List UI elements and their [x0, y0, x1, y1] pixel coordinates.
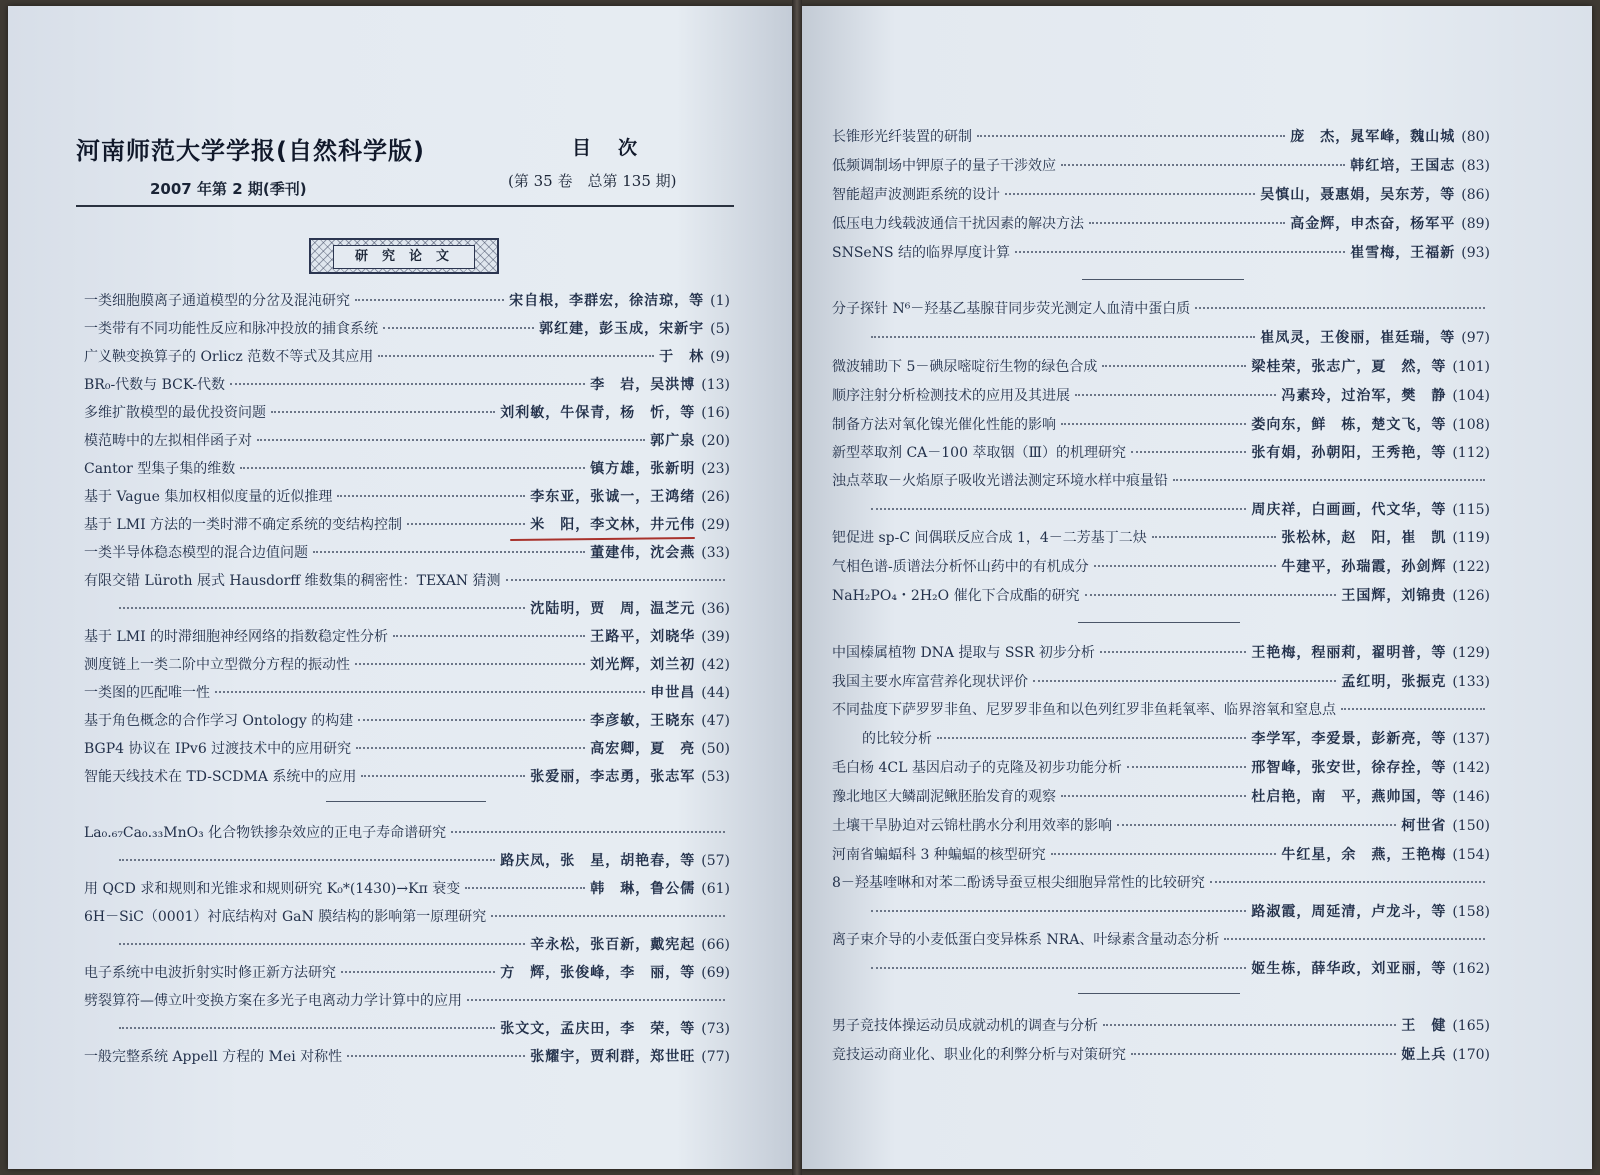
- toc-entry-authors: 王路平，刘晓华: [590, 629, 696, 645]
- dot-leader: [337, 495, 525, 497]
- dot-leader: [1075, 394, 1276, 396]
- toc-entry-title: 土壤干旱胁迫对云锦杜鹃水分利用效率的影响: [832, 818, 1112, 834]
- toc-entry-page: (9): [710, 349, 730, 365]
- toc-entry-title: 河南省蝙蝠科 3 种蝙蝠的核型研究: [832, 847, 1046, 863]
- toc-entry-page: (108): [1452, 417, 1490, 433]
- toc-entry-title: 广义鞅变换算子的 Orlicz 范数不等式及其应用: [84, 349, 374, 365]
- dot-leader: [356, 747, 585, 749]
- toc-entry-authors: 郭红建，彭玉成，宋新宇: [539, 321, 705, 337]
- toc-entry-title: 中国榛属植物 DNA 提取与 SSR 初步分析: [832, 645, 1095, 661]
- toc-entry-title: 一类图的匹配唯一性: [84, 685, 210, 701]
- toc-entry-authors: 娄向东，鲜 栋，楚文飞，等: [1251, 417, 1447, 433]
- toc-entry: [832, 242, 1490, 262]
- dot-leader: [871, 508, 1246, 510]
- toc-entry-page: (57): [701, 853, 730, 869]
- dot-leader: [977, 135, 1285, 137]
- toc-entry-page: (1): [710, 293, 730, 309]
- journal-title: 河南师范大学学报(自然科学版): [76, 137, 425, 165]
- toc-entry-page: (133): [1452, 674, 1490, 690]
- toc-entry: [84, 962, 730, 982]
- toc-entry-page: (115): [1452, 502, 1490, 518]
- toc-entry-title: BR₀-代数与 BCK-代数: [84, 377, 226, 393]
- toc-entry-page: (69): [701, 965, 730, 981]
- dot-leader: [119, 859, 495, 861]
- toc-entry-page: (142): [1452, 760, 1490, 776]
- toc-entry: [84, 542, 730, 562]
- toc-entry-page: (122): [1452, 559, 1490, 575]
- toc-entry-authors: 刘利敏，牛保青，杨 忻，等: [500, 405, 696, 421]
- dot-leader: [378, 355, 654, 357]
- toc-entry-authors: 韩红培，王国志: [1350, 158, 1456, 174]
- toc-entry-authors: 张文文，孟庆田，李 荣，等: [500, 1021, 696, 1037]
- toc-entry-authors: 郭广泉: [650, 433, 696, 449]
- toc-entry-authors: 王艳梅，程丽莉，翟明普，等: [1251, 645, 1447, 661]
- dot-leader: [1210, 881, 1485, 883]
- toc-entry: [84, 626, 730, 646]
- toc-entry-page: (158): [1452, 904, 1490, 920]
- toc-entry-title: 劈裂算符—傅立叶变换方案在多光子电离动力学计算中的应用: [84, 993, 462, 1009]
- toc-entry-authors: 冯素玲，过治军，樊 静: [1281, 388, 1447, 404]
- dot-leader: [355, 663, 585, 665]
- toc-entry: [832, 929, 1490, 949]
- toc-entry-authors: 周庆祥，白画画，代文华，等: [1251, 502, 1447, 518]
- toc-entry: [866, 499, 1490, 519]
- toc-entry-authors: 崔雪梅，王福新: [1350, 245, 1456, 261]
- dot-leader: [1033, 680, 1336, 682]
- toc-entry-page: (23): [701, 461, 730, 477]
- toc-entry: [832, 356, 1490, 376]
- dot-leader: [1005, 193, 1255, 195]
- dot-leader: [467, 999, 725, 1001]
- toc-entry: [832, 671, 1490, 691]
- toc-entry-authors: 邢智峰，张安世，徐存拴，等: [1251, 760, 1447, 776]
- dot-leader: [1103, 1024, 1396, 1026]
- toc-entry-authors: 柯世省: [1401, 818, 1447, 834]
- toc-entry: [84, 654, 730, 674]
- toc-entry-page: (16): [701, 405, 730, 421]
- toc-entry-authors: 李东亚，张诚一，王鸿绪: [530, 489, 696, 505]
- toc-entry: [832, 786, 1490, 806]
- toc-entry-authors: 姬上兵: [1401, 1047, 1447, 1063]
- toc-entry: [114, 934, 730, 954]
- toc-entry-authors: 高宏卿，夏 亮: [590, 741, 696, 757]
- dot-leader: [230, 383, 585, 385]
- dot-leader: [119, 943, 525, 945]
- right-section-divider-2: [1078, 622, 1240, 623]
- toc-entry-title: 长锥形光纤装置的研制: [832, 129, 972, 145]
- dot-leader: [347, 1055, 525, 1057]
- toc-entry-title: 模范畴中的左拟相伴函子对: [84, 433, 252, 449]
- dot-leader: [358, 719, 585, 721]
- toc-entry-page: (83): [1461, 158, 1490, 174]
- toc-entry-page: (137): [1452, 731, 1490, 747]
- toc-entry-title: 气相色谱-质谱法分析怀山药中的有机成分: [832, 559, 1089, 575]
- toc-entry: [84, 1046, 730, 1066]
- book-gutter: [792, 0, 802, 1175]
- dot-leader: [1100, 651, 1246, 653]
- toc-entry: [832, 585, 1490, 605]
- toc-entry-page: (77): [701, 1049, 730, 1065]
- issue-line: 2007 年第 2 期(季刊): [150, 180, 307, 198]
- toc-entry-authors: 吴慎山，聂惠娟，吴东芳，等: [1260, 187, 1456, 203]
- dot-leader: [407, 523, 525, 525]
- dot-leader: [1061, 795, 1246, 797]
- header-rule: [76, 205, 734, 207]
- toc-entry-title: Cantor 型集子集的维数: [84, 461, 236, 477]
- toc-entry-title: 一类细胞膜离子通道模型的分岔及混沌研究: [84, 293, 350, 309]
- dot-leader: [1131, 451, 1246, 453]
- toc-entry: [114, 1018, 730, 1038]
- toc-entry-page: (33): [701, 545, 730, 561]
- dot-leader: [1173, 479, 1485, 481]
- toc-entry-title: 测度链上一类二阶中立型微分方程的振动性: [84, 657, 350, 673]
- toc-entry-authors: 董建伟，沈会燕: [590, 545, 696, 561]
- toc-entry: [832, 126, 1490, 146]
- toc-entry: [84, 458, 730, 478]
- toc-entry-page: (104): [1452, 388, 1490, 404]
- toc-entry: [84, 570, 730, 590]
- toc-entry: [832, 844, 1490, 864]
- volume-line: (第 35 卷 总第 135 期): [508, 172, 677, 190]
- toc-entry-authors: 姬生栋，薛华政，刘亚丽，等: [1251, 961, 1447, 977]
- section-banner-label: 研究论文: [333, 245, 475, 269]
- toc-entry-page: (119): [1452, 530, 1490, 546]
- toc-entry: [832, 1015, 1490, 1035]
- toc-entry-authors: 于 林: [659, 349, 705, 365]
- toc-entry-page: (50): [701, 741, 730, 757]
- toc-entry-authors: 米 阳，李文林，井元伟: [530, 517, 696, 533]
- toc-entry: [832, 213, 1490, 233]
- toc-entry-page: (53): [701, 769, 730, 785]
- toc-entry-title: 毛白杨 4CL 基因启动子的克隆及初步功能分析: [832, 760, 1122, 776]
- dot-leader: [1061, 423, 1246, 425]
- dot-leader: [465, 887, 585, 889]
- toc-entry-title: 不同盐度下萨罗罗非鱼、尼罗罗非鱼和以色列红罗非鱼耗氧率、临界溶氧和窒息点: [832, 702, 1336, 718]
- toc-entry-page: (165): [1452, 1018, 1490, 1034]
- dot-leader: [871, 967, 1246, 969]
- dot-leader: [1195, 307, 1485, 309]
- toc-entry: [84, 682, 730, 702]
- toc-entry-authors: 张耀宇，贾利群，郑世旺: [530, 1049, 696, 1065]
- toc-entry-authors: 李学军，李爱景，彭新亮，等: [1251, 731, 1447, 747]
- dot-leader: [240, 467, 585, 469]
- dot-leader: [313, 551, 585, 553]
- dot-leader: [383, 327, 534, 329]
- toc-entry-title: BGP4 协议在 IPv6 过渡技术中的应用研究: [84, 741, 352, 757]
- toc-entry: [866, 958, 1490, 978]
- right-section-divider-1: [1082, 279, 1244, 280]
- toc-entry-authors: 王 健: [1401, 1018, 1447, 1034]
- toc-entry-page: (129): [1452, 645, 1490, 661]
- dot-leader: [341, 971, 495, 973]
- toc-entry-page: (97): [1461, 330, 1490, 346]
- dot-leader: [361, 775, 525, 777]
- toc-entry-authors: 路庆凤，张 星，胡艳春，等: [500, 853, 696, 869]
- toc-entry-page: (146): [1452, 789, 1490, 805]
- toc-entry: [832, 155, 1490, 175]
- toc-entry: [84, 374, 730, 394]
- toc-entry-page: (170): [1452, 1047, 1490, 1063]
- toc-entry-authors: 李彦敏，王晓东: [590, 713, 696, 729]
- toc-entry: [832, 1044, 1490, 1064]
- dot-leader: [1089, 222, 1285, 224]
- toc-entry-authors: 张爱丽，李志勇，张志军: [530, 769, 696, 785]
- toc-entry-page: (150): [1452, 818, 1490, 834]
- toc-entry-page: (86): [1461, 187, 1490, 203]
- dot-leader: [871, 336, 1255, 338]
- toc-entry: [866, 901, 1490, 921]
- dot-leader: [506, 579, 726, 581]
- toc-entry-title: 基于 Vague 集加权相似度量的近似推理: [84, 489, 333, 505]
- toc-entry: [84, 486, 730, 506]
- toc-entry-title: 有限交错 Lüroth 展式 Hausdorff 维数集的稠密性：TEXAN 猜测: [84, 573, 501, 589]
- toc-entry-title: 8－羟基喹啉和对苯二酚诱导蚕豆根尖细胞异常性的比较研究: [832, 875, 1205, 891]
- toc-entry: [832, 642, 1490, 662]
- toc-entry: [84, 906, 730, 926]
- toc-entry: [84, 290, 730, 310]
- toc-entry: [832, 298, 1490, 318]
- toc-entry: [84, 514, 730, 534]
- section-banner: [309, 238, 499, 274]
- toc-entry: [84, 430, 730, 450]
- toc-entry-authors: 韩 琳，鲁公儒: [590, 881, 696, 897]
- toc-entry-title: NaH₂PO₄・2H₂O 催化下合成酯的研究: [832, 588, 1080, 604]
- toc-entry-title: 我国主要水库富营养化现状评价: [832, 674, 1028, 690]
- toc-entry-page: (80): [1461, 129, 1490, 145]
- left-section-divider: [326, 801, 486, 802]
- toc-entry-title: 离子束介导的小麦低蛋白变异株系 NRA、叶绿素含量动态分析: [832, 932, 1220, 948]
- toc-entry-title: 新型萃取剂 CA－100 萃取铟（Ⅲ）的机理研究: [832, 445, 1126, 461]
- toc-entry-title: 智能天线技术在 TD-SCDMA 系统中的应用: [84, 769, 357, 785]
- dot-leader: [491, 915, 725, 917]
- toc-entry-authors: 路淑霞，周延清，卢龙斗，等: [1251, 904, 1447, 920]
- toc-entry-authors: 张松林，赵 阳，崔 凯: [1281, 530, 1447, 546]
- dot-leader: [1102, 365, 1246, 367]
- toc-entry-title: 浊点萃取－火焰原子吸收光谱法测定环境水样中痕量铅: [832, 473, 1168, 489]
- toc-entry-title: SNSeNS 结的临界厚度计算: [832, 245, 1011, 261]
- toc-entry-title: 基于 LMI 的时滞细胞神经网络的指数稳定性分析: [84, 629, 389, 645]
- toc-entry: [114, 598, 730, 618]
- dot-leader: [1094, 565, 1277, 567]
- toc-entry-authors: 刘光辉，刘兰初: [590, 657, 696, 673]
- dot-leader: [1224, 938, 1485, 940]
- dot-leader: [215, 691, 645, 693]
- toc-entry: [84, 710, 730, 730]
- toc-entry-authors: 高金辉，申杰奋，杨军平: [1290, 216, 1456, 232]
- toc-entry-page: (36): [701, 601, 730, 617]
- dot-leader: [119, 607, 525, 609]
- toc-entry-title: 的比较分析: [862, 731, 932, 747]
- toc-entry-page: (42): [701, 657, 730, 673]
- toc-entry-title: 竞技运动商业化、职业化的利弊分析与对策研究: [832, 1047, 1126, 1063]
- toc-entry-authors: 崔凤灵，王俊丽，崔廷瑞，等: [1260, 330, 1456, 346]
- toc-entry-title: 基于角色概念的合作学习 Ontology 的构建: [84, 713, 354, 729]
- toc-entry: [84, 346, 730, 366]
- dot-leader: [355, 299, 504, 301]
- dot-leader: [1051, 853, 1277, 855]
- toc-entry-page: (89): [1461, 216, 1490, 232]
- toc-entry: [832, 815, 1490, 835]
- toc-entry: [866, 327, 1490, 347]
- dot-leader: [1015, 251, 1345, 253]
- toc-entry-page: (26): [701, 489, 730, 505]
- toc-entry-authors: 张有娟，孙朝阳，王秀艳，等: [1251, 445, 1447, 461]
- toc-entry-authors: 镇方雄，张新明: [590, 461, 696, 477]
- toc-entry-page: (66): [701, 937, 730, 953]
- toc-title: 目 次: [572, 137, 642, 159]
- dot-leader: [1341, 708, 1485, 710]
- toc-entry-page: (112): [1452, 445, 1490, 461]
- toc-entry-page: (154): [1452, 847, 1490, 863]
- toc-entry-page: (29): [701, 517, 730, 533]
- toc-entry-title: 分子探针 N⁶－羟基乙基腺苷同步荧光测定人血清中蛋白质: [832, 301, 1191, 317]
- toc-entry-title: 制备方法对氧化镍光催化性能的影响: [832, 417, 1056, 433]
- dot-leader: [871, 910, 1246, 912]
- toc-entry-page: (61): [701, 881, 730, 897]
- toc-entry: [84, 990, 730, 1010]
- toc-entry: [832, 414, 1490, 434]
- dot-leader: [1152, 536, 1277, 538]
- toc-entry-title: 一类带有不同功能性反应和脉冲投放的捕食系统: [84, 321, 378, 337]
- toc-entry: [84, 318, 730, 338]
- toc-entry-title: 低压电力线载波通信干扰因素的解决方法: [832, 216, 1084, 232]
- toc-entry-authors: 杜启艳，南 平，燕帅国，等: [1251, 789, 1447, 805]
- dot-leader: [257, 439, 645, 441]
- toc-entry-authors: 李 岩，吴洪博: [590, 377, 696, 393]
- toc-entry-authors: 王国辉，刘锦贵: [1341, 588, 1447, 604]
- toc-entry-authors: 梁桂荣，张志广，夏 然，等: [1251, 359, 1447, 375]
- toc-entry-page: (44): [701, 685, 730, 701]
- toc-entry-authors: 申世昌: [650, 685, 696, 701]
- toc-entry: [84, 878, 730, 898]
- toc-entry-title: 豫北地区大鳞副泥鳅胚胎发育的观察: [832, 789, 1056, 805]
- dot-leader: [1127, 766, 1247, 768]
- toc-entry-title: 男子竞技体操运动员成就动机的调查与分析: [832, 1018, 1098, 1034]
- toc-entry: [84, 402, 730, 422]
- toc-entry: [832, 470, 1490, 490]
- dot-leader: [393, 635, 585, 637]
- toc-entry-authors: 庞 杰，晁军峰，魏山城: [1290, 129, 1456, 145]
- dot-leader: [451, 831, 725, 833]
- toc-entry: [832, 442, 1490, 462]
- toc-entry-page: (162): [1452, 961, 1490, 977]
- toc-entry-title: 6H－SiC（0001）衬底结构对 GaN 膜结构的影响第一原理研究: [84, 909, 487, 925]
- toc-entry: [832, 556, 1490, 576]
- toc-entry-page: (20): [701, 433, 730, 449]
- toc-entry-page: (13): [701, 377, 730, 393]
- toc-entry-page: (101): [1452, 359, 1490, 375]
- toc-entry-title: 顺序注射分析检测技术的应用及其进展: [832, 388, 1070, 404]
- toc-entry-authors: 牛建平，孙瑞霞，孙剑辉: [1281, 559, 1447, 575]
- toc-entry-title: 低频调制场中钾原子的量子干涉效应: [832, 158, 1056, 174]
- toc-entry: [832, 527, 1490, 547]
- toc-entry: [862, 728, 1490, 748]
- toc-entry: [832, 872, 1490, 892]
- dot-leader: [119, 1027, 495, 1029]
- toc-entry-authors: 沈陆明，贾 周，温芝元: [530, 601, 696, 617]
- toc-entry-authors: 宋自根，李群宏，徐洁琼，等: [509, 293, 705, 309]
- toc-entry: [84, 766, 730, 786]
- dot-leader: [1085, 594, 1337, 596]
- toc-entry: [84, 822, 730, 842]
- toc-entry-title: 智能超声波测距系统的设计: [832, 187, 1000, 203]
- toc-entry-page: (39): [701, 629, 730, 645]
- toc-entry-title: 一类半导体稳态模型的混合边值问题: [84, 545, 308, 561]
- toc-entry-authors: 方 辉，张俊峰，李 丽，等: [500, 965, 696, 981]
- toc-entry: [832, 184, 1490, 204]
- toc-entry-title: 电子系统中电波折射实时修正新方法研究: [84, 965, 336, 981]
- toc-entry-page: (126): [1452, 588, 1490, 604]
- dot-leader: [1061, 164, 1345, 166]
- toc-entry-authors: 孟红明，张振克: [1341, 674, 1447, 690]
- dot-leader: [271, 411, 495, 413]
- toc-entry-page: (73): [701, 1021, 730, 1037]
- toc-entry: [832, 385, 1490, 405]
- toc-entry-title: La₀.₆₇Ca₀.₃₃MnO₃ 化合物铁掺杂效应的正电子寿命谱研究: [84, 825, 447, 841]
- toc-entry: [84, 738, 730, 758]
- toc-entry-title: 基于 LMI 方法的一类时滞不确定系统的变结构控制: [84, 517, 403, 533]
- toc-entry-page: (5): [710, 321, 730, 337]
- toc-entry-authors: 辛永松，张百新，戴宪起: [530, 937, 696, 953]
- toc-entry-title: 钯促进 sp-C 间偶联反应合成 1，4－二芳基丁二炔: [832, 530, 1147, 546]
- toc-entry-page: (93): [1461, 245, 1490, 261]
- toc-entry-title: 用 QCD 求和规则和光锥求和规则研究 K₀*(1430)→Kπ 衰变: [84, 881, 461, 897]
- toc-entry: [832, 757, 1490, 777]
- toc-entry-title: 一般完整系统 Appell 方程的 Mei 对称性: [84, 1049, 343, 1065]
- dot-leader: [1117, 824, 1396, 826]
- dot-leader: [937, 737, 1246, 739]
- toc-entry-title: 多维扩散模型的最优投资问题: [84, 405, 266, 421]
- dot-leader: [1131, 1053, 1396, 1055]
- toc-entry: [832, 699, 1490, 719]
- right-section-divider-3: [1078, 993, 1240, 994]
- toc-entry-page: (47): [701, 713, 730, 729]
- toc-entry-authors: 牛红星，余 燕，王艳梅: [1281, 847, 1447, 863]
- toc-entry: [114, 850, 730, 870]
- toc-entry-title: 微波辅助下 5－碘尿嘧啶衍生物的绿色合成: [832, 359, 1098, 375]
